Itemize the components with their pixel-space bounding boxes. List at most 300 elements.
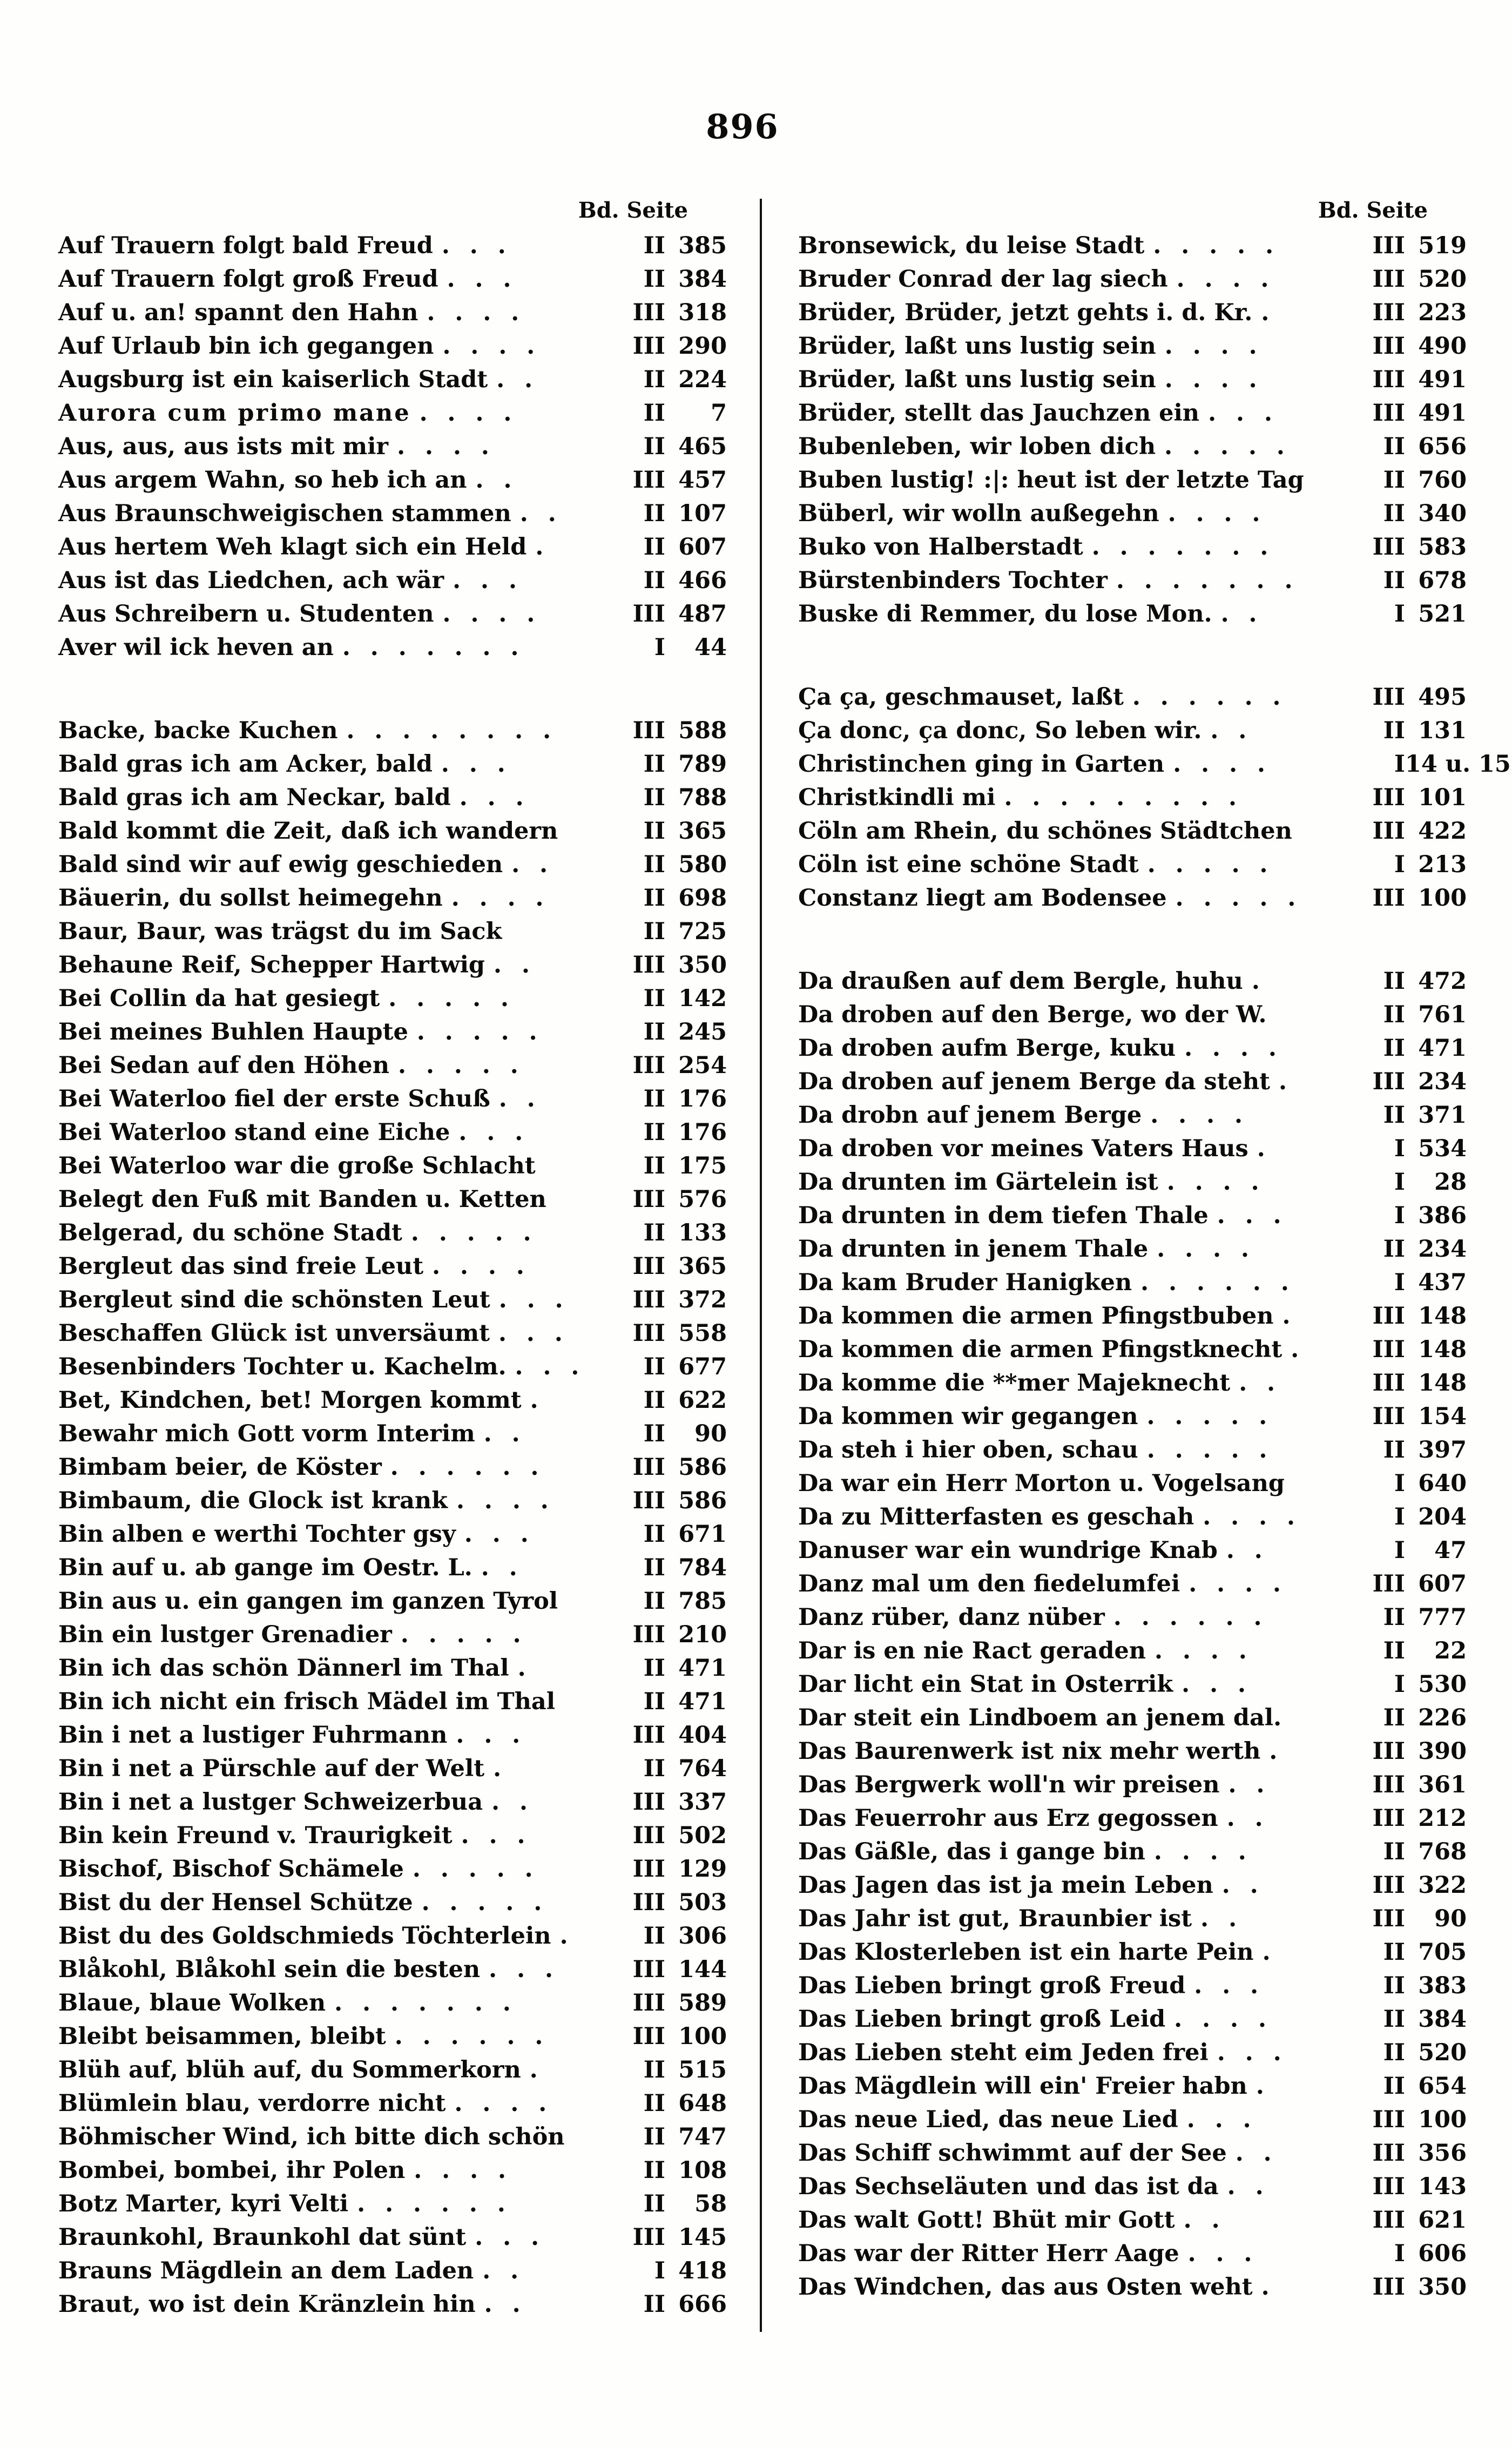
index-entry-row bbox=[798, 2103, 1467, 2136]
dot-leader: . . . . . . . . bbox=[346, 717, 551, 744]
dot-leader: . . . . bbox=[442, 601, 535, 628]
index-entry-row bbox=[798, 1567, 1467, 1601]
index-entry-row bbox=[798, 1869, 1467, 1902]
dot-leader: . . bbox=[481, 1554, 517, 1581]
volume-numeral: III bbox=[1372, 2274, 1405, 2301]
index-entry-row bbox=[798, 463, 1467, 497]
dot-leader: . . bbox=[1200, 1905, 1237, 1932]
volume-numeral: III bbox=[632, 1253, 665, 1280]
dot-leader: . . . . . . bbox=[1132, 684, 1281, 711]
page-ref: 515 bbox=[678, 2056, 727, 2083]
index-entry-row bbox=[798, 1266, 1467, 1299]
dot-leader: . . . . . . bbox=[1113, 1604, 1262, 1631]
row-spacer bbox=[1263, 1802, 1359, 1835]
page-ref: 254 bbox=[678, 1052, 727, 1079]
row-spacer bbox=[510, 915, 619, 948]
page-ref: 148 bbox=[1418, 1303, 1467, 1330]
index-entry-row bbox=[798, 1802, 1467, 1835]
index-entry-row bbox=[58, 1886, 727, 1919]
dot-leader bbox=[1285, 1467, 1293, 1500]
index-entry-row bbox=[798, 965, 1467, 998]
volume-numeral: II bbox=[643, 851, 665, 878]
dot-leader bbox=[1281, 1701, 1290, 1735]
row-spacer bbox=[566, 1584, 619, 1618]
dot-leader: . . bbox=[1210, 717, 1247, 744]
page-ref: 234 bbox=[1418, 1068, 1467, 1095]
row-spacer bbox=[1220, 2203, 1359, 2237]
dot-leader: . . bbox=[1221, 1872, 1258, 1899]
index-entry-row bbox=[58, 1384, 727, 1417]
page-ref: 148 bbox=[1418, 1336, 1467, 1363]
row-spacer bbox=[1268, 262, 1359, 296]
dot-leader: . . bbox=[484, 2291, 521, 2318]
song-title: Bei meines Buhlen Haupte bbox=[58, 1019, 408, 1046]
song-title: Bewahr mich Gott vorm Interim bbox=[58, 1420, 475, 1447]
row-spacer bbox=[505, 2187, 619, 2221]
row-spacer bbox=[1237, 1902, 1359, 1936]
index-entry-row bbox=[58, 1785, 727, 1819]
dot-leader: . . bbox=[1183, 2207, 1220, 2234]
song-title: Da kommen wir gegangen bbox=[798, 1403, 1138, 1430]
dot-leader: . . . . . bbox=[1153, 232, 1274, 259]
page-ref: 583 bbox=[1418, 534, 1467, 561]
dot-leader: . . . . bbox=[1166, 1169, 1259, 1196]
row-spacer bbox=[544, 1149, 619, 1183]
song-title: Da war ein Herr Morton u. Vogelsang bbox=[798, 1470, 1285, 1497]
song-title: Bin alben e werthi Tochter gsy bbox=[58, 1521, 456, 1548]
page-ref: 521 bbox=[1418, 601, 1467, 628]
page-ref: 100 bbox=[1418, 885, 1467, 912]
row-spacer bbox=[521, 1618, 619, 1651]
index-entry-row bbox=[58, 497, 727, 530]
page-ref: 534 bbox=[1418, 1135, 1467, 1162]
dot-leader: . . bbox=[1228, 1771, 1265, 1798]
dot-leader: . . . . . bbox=[1175, 885, 1296, 912]
song-title: Da draußen auf dem Bergle, huhu bbox=[798, 968, 1243, 995]
row-spacer bbox=[555, 1183, 619, 1216]
volume-numeral: I bbox=[654, 2257, 665, 2284]
index-entry-row bbox=[58, 1551, 727, 1584]
song-title: Bei Waterloo war die große Schlacht bbox=[58, 1152, 536, 1179]
dot-leader bbox=[1292, 814, 1301, 848]
volume-numeral: III bbox=[632, 1186, 665, 1213]
dot-leader: . . bbox=[491, 1789, 528, 1816]
song-title: Da steh i hier oben, schau bbox=[798, 1437, 1138, 1464]
song-title: Da zu Mitterfasten es geschah bbox=[798, 1503, 1194, 1530]
row-spacer bbox=[543, 2020, 619, 2053]
index-entry-row bbox=[58, 1183, 727, 1216]
dot-leader: . . . . bbox=[432, 1253, 524, 1280]
index-entry-row bbox=[798, 363, 1467, 396]
song-title: Da drobn auf jenem Berge bbox=[798, 1102, 1142, 1129]
dot-leader: . . . bbox=[447, 266, 511, 293]
dot-leader: . bbox=[1278, 1068, 1287, 1095]
row-spacer bbox=[564, 1685, 619, 1718]
dot-leader: . . bbox=[475, 467, 512, 494]
index-entry-row bbox=[58, 597, 727, 631]
row-spacer bbox=[528, 1785, 619, 1819]
page-ref: 226 bbox=[1418, 1704, 1467, 1731]
song-title: Bei Waterloo stand eine Eiche bbox=[58, 1119, 450, 1146]
index-entry-row bbox=[798, 597, 1467, 631]
volume-numeral: III bbox=[632, 1889, 665, 1916]
row-spacer bbox=[489, 430, 619, 463]
song-title: Brüder, Brüder, jetzt gehts i. d. Kr. bbox=[798, 299, 1253, 326]
index-entry-row bbox=[58, 396, 727, 430]
index-entry-row bbox=[58, 747, 727, 781]
index-entry-row bbox=[58, 1149, 727, 1183]
index-entry-row bbox=[798, 1400, 1467, 1433]
volume-numeral: I bbox=[1394, 601, 1405, 628]
row-spacer bbox=[1269, 296, 1359, 329]
volume-numeral: III bbox=[1372, 1805, 1405, 1832]
index-group bbox=[58, 714, 727, 2321]
row-spacer bbox=[509, 982, 619, 1015]
page-ref: 764 bbox=[678, 1755, 727, 1782]
index-entry-row bbox=[798, 530, 1467, 564]
index-entry-row bbox=[798, 497, 1467, 530]
dot-leader: . . . . . bbox=[1164, 433, 1285, 460]
song-title: Das Baurenwerk ist nix mehr werth bbox=[798, 1738, 1261, 1765]
song-title: Bist du der Hensel Schütze bbox=[58, 1889, 413, 1916]
row-spacer bbox=[1251, 2103, 1359, 2136]
row-spacer bbox=[517, 564, 619, 597]
volume-numeral: III bbox=[632, 1789, 665, 1816]
song-title: Bin i net a Pürschle auf der Welt bbox=[58, 1755, 485, 1782]
song-title: Bin kein Freund v. Traurigkeit bbox=[58, 1822, 453, 1849]
song-title: Bergleut sind die schönsten Leut bbox=[58, 1286, 490, 1313]
page-ref: 471 bbox=[1418, 1035, 1467, 1062]
page-ref: 350 bbox=[678, 952, 727, 979]
volume-numeral: I bbox=[1394, 1269, 1405, 1296]
row-spacer bbox=[1252, 2237, 1359, 2270]
index-entry-row bbox=[58, 881, 727, 915]
page-ref: 144 bbox=[678, 1956, 727, 1983]
page-ref: 677 bbox=[678, 1353, 727, 1380]
index-entry-row bbox=[798, 1165, 1467, 1199]
row-spacer bbox=[1265, 747, 1359, 781]
bd-seite-header-left: Bd. Seite bbox=[578, 198, 688, 223]
volume-numeral: II bbox=[1383, 1437, 1405, 1464]
row-spacer bbox=[539, 2221, 619, 2254]
page-ref: 788 bbox=[678, 784, 727, 811]
song-title: Das Windchen, das aus Osten weht bbox=[798, 2274, 1253, 2301]
song-title: Aus Braunschweigischen stammen bbox=[58, 500, 511, 527]
page-ref: 390 bbox=[1418, 1738, 1467, 1765]
dot-leader: . bbox=[1262, 1939, 1271, 1966]
volume-numeral: II bbox=[643, 1219, 665, 1246]
song-title: Da kommen die armen Pfingstbuben bbox=[798, 1303, 1274, 1330]
row-spacer bbox=[1281, 680, 1359, 714]
dot-leader: . . . . bbox=[1164, 333, 1257, 360]
column-divider-rule bbox=[760, 199, 762, 2332]
page-ref: 761 bbox=[1418, 1001, 1467, 1028]
page-ref: 576 bbox=[678, 1186, 727, 1213]
index-entry-row bbox=[58, 1484, 727, 1518]
index-entry-row bbox=[798, 2069, 1467, 2103]
dot-leader: . . . bbox=[498, 1286, 563, 1313]
dot-leader: . . . bbox=[498, 1320, 563, 1347]
dot-leader: . . . bbox=[1194, 1972, 1259, 1999]
song-title: Constanz liegt am Bodensee bbox=[798, 885, 1167, 912]
row-spacer bbox=[1267, 1433, 1359, 1467]
volume-numeral: II bbox=[1383, 1939, 1405, 1966]
page-ref: 589 bbox=[678, 1990, 727, 2017]
page-ref: 457 bbox=[678, 467, 727, 494]
song-title: Bin ich nicht ein frisch Mädel im Thal bbox=[58, 1688, 556, 1715]
song-title: Braunkohl, Braunkohl dat sünt bbox=[58, 2224, 467, 2251]
row-spacer bbox=[535, 329, 619, 363]
volume-numeral: III bbox=[632, 1956, 665, 1983]
song-title: Bronsewick, du leise Stadt bbox=[798, 232, 1145, 259]
index-entry-row bbox=[798, 1031, 1467, 1065]
song-title: Danz mal um den fiedelumfei bbox=[798, 1570, 1180, 1597]
index-entry-row bbox=[58, 781, 727, 814]
dot-leader bbox=[565, 2120, 573, 2154]
page-ref: 44 bbox=[694, 634, 727, 661]
index-entry-row bbox=[58, 229, 727, 262]
volume-numeral: II bbox=[643, 1755, 665, 1782]
volume-numeral: III bbox=[1372, 534, 1405, 561]
song-title: Aver wil ick heven an bbox=[58, 634, 334, 661]
song-title: Da kam Bruder Hanigken bbox=[798, 1269, 1132, 1296]
index-entry-row bbox=[58, 1116, 727, 1149]
index-entry-row bbox=[58, 1618, 727, 1651]
page-ref: 108 bbox=[678, 2157, 727, 2184]
row-spacer bbox=[543, 881, 619, 915]
volume-numeral: III bbox=[632, 1052, 665, 1079]
row-spacer bbox=[553, 1953, 619, 1986]
row-spacer bbox=[1293, 564, 1359, 597]
row-spacer bbox=[1263, 1534, 1359, 1567]
song-title: Das Lieben steht eim Jeden frei bbox=[798, 2039, 1209, 2066]
page-ref: 133 bbox=[678, 1219, 727, 1246]
dot-leader: . . . bbox=[453, 567, 517, 594]
index-entry-row bbox=[798, 1634, 1467, 1668]
page-ref: 654 bbox=[1418, 2073, 1467, 2100]
row-spacer bbox=[1290, 1701, 1359, 1735]
page-ref: 404 bbox=[678, 1722, 727, 1749]
volume-numeral: I bbox=[1394, 1135, 1405, 1162]
volume-numeral: III bbox=[1372, 266, 1405, 293]
page-ref: 471 bbox=[678, 1688, 727, 1715]
dot-leader: . . . . . bbox=[416, 1019, 537, 1046]
volume-numeral: II bbox=[1383, 1001, 1405, 1028]
song-title: Da drunten in jenem Thale bbox=[798, 1236, 1149, 1263]
page-ref: 101 bbox=[1418, 784, 1467, 811]
row-spacer bbox=[517, 1551, 619, 1584]
dot-leader: . . . . . . bbox=[390, 1454, 539, 1481]
row-spacer bbox=[563, 1283, 619, 1317]
index-entry-row bbox=[58, 1819, 727, 1852]
row-spacer bbox=[563, 1317, 619, 1350]
row-spacer bbox=[1262, 1601, 1359, 1634]
row-spacer bbox=[538, 1451, 619, 1484]
song-title: Cöln am Rhein, du schönes Städtchen bbox=[798, 818, 1292, 845]
song-title: Brauns Mägdlein an dem Laden bbox=[58, 2257, 474, 2284]
dot-leader: . bbox=[1257, 1135, 1265, 1162]
page-ref: 365 bbox=[678, 1253, 727, 1280]
row-spacer bbox=[1267, 1400, 1359, 1433]
row-spacer bbox=[520, 1417, 619, 1451]
song-title: Bin auf u. ab gange im Oestr. L. bbox=[58, 1554, 473, 1581]
volume-numeral: I bbox=[1394, 1537, 1405, 1564]
volume-numeral: II bbox=[643, 232, 665, 259]
dot-leader: . . . . . bbox=[400, 1621, 521, 1648]
index-entry-row bbox=[798, 848, 1467, 881]
volume-numeral: II bbox=[643, 1554, 665, 1581]
volume-numeral: II bbox=[1383, 1035, 1405, 1062]
dot-leader: . . . bbox=[1217, 1202, 1281, 1229]
bd-seite-header-right: Bd. Seite bbox=[1318, 198, 1428, 223]
page-ref: 384 bbox=[1418, 2006, 1467, 2033]
volume-numeral: III bbox=[632, 1822, 665, 1849]
dot-leader: . . . . bbox=[1155, 1637, 1247, 1664]
row-spacer bbox=[1295, 1500, 1359, 1534]
song-title: Bäuerin, du sollst heimegehn bbox=[58, 885, 443, 912]
row-spacer bbox=[542, 1886, 619, 1919]
page-ref: 210 bbox=[678, 1621, 727, 1648]
volume-numeral: II bbox=[643, 751, 665, 778]
index-entry-row bbox=[798, 2036, 1467, 2069]
index-entry-row bbox=[798, 296, 1467, 329]
page-ref: 28 bbox=[1434, 1169, 1467, 1196]
page-ref: 90 bbox=[694, 1420, 727, 1447]
song-title: Böhmischer Wind, ich bitte dich schön bbox=[58, 2123, 565, 2150]
dot-leader: . . . . . bbox=[410, 1219, 531, 1246]
row-spacer bbox=[1313, 463, 1359, 497]
index-entry-row bbox=[798, 1534, 1467, 1567]
index-entry-row bbox=[58, 363, 727, 396]
page-ref: 322 bbox=[1418, 1872, 1467, 1899]
row-spacer bbox=[518, 631, 619, 664]
page-ref: 678 bbox=[1418, 567, 1467, 594]
index-entry-row bbox=[58, 2187, 727, 2221]
volume-numeral: III bbox=[1372, 1336, 1405, 1363]
index-entry-row bbox=[798, 1467, 1467, 1500]
index-entry-row bbox=[58, 463, 727, 497]
volume-numeral: II bbox=[1383, 1102, 1405, 1129]
page-ref: 466 bbox=[678, 567, 727, 594]
index-entry-row bbox=[58, 1250, 727, 1283]
volume-numeral: II bbox=[643, 1420, 665, 1447]
page-ref: 607 bbox=[678, 534, 727, 561]
page-ref: 606 bbox=[1418, 2240, 1467, 2267]
dot-leader: . bbox=[1269, 1738, 1278, 1765]
song-title: Aus ist das Liedchen, ach wär bbox=[58, 567, 444, 594]
song-title: Bei Sedan auf den Höhen bbox=[58, 1052, 390, 1079]
row-spacer bbox=[1247, 1634, 1359, 1668]
page-ref: 212 bbox=[1418, 1805, 1467, 1832]
dot-leader: . . . . . bbox=[412, 1856, 533, 1883]
page-ref: 586 bbox=[678, 1454, 727, 1481]
song-title: Auf Trauern folgt groß Freud bbox=[58, 266, 438, 293]
volume-numeral: III bbox=[1372, 1905, 1405, 1932]
page-ref: 129 bbox=[678, 1856, 727, 1883]
row-spacer bbox=[551, 714, 619, 747]
song-title: Bleibt beisammen, bleibt bbox=[58, 2023, 386, 2050]
song-title: Backe, backe Kuchen bbox=[58, 717, 338, 744]
page-ref: 384 bbox=[678, 266, 727, 293]
dot-leader: . bbox=[517, 1655, 526, 1682]
volume-numeral: II bbox=[643, 885, 665, 912]
dot-leader: . . . . bbox=[1189, 1570, 1281, 1597]
index-entry-row bbox=[58, 1518, 727, 1551]
index-entry-row bbox=[798, 1433, 1467, 1467]
page-ref: 666 bbox=[678, 2291, 727, 2318]
dot-leader: . bbox=[493, 1755, 502, 1782]
volume-numeral: III bbox=[632, 1856, 665, 1883]
index-entry-row bbox=[58, 1216, 727, 1250]
volume-numeral: II bbox=[643, 1119, 665, 1146]
index-entry-row bbox=[798, 1701, 1467, 1735]
page-ref: 145 bbox=[678, 2224, 727, 2251]
index-group bbox=[798, 965, 1467, 2304]
song-title: Danuser war ein wundrige Knab bbox=[798, 1537, 1218, 1564]
song-title: Dar is en nie Ract geraden bbox=[798, 1637, 1146, 1664]
index-entry-row bbox=[58, 1685, 727, 1718]
song-title: Aus, aus, aus ists mit mir bbox=[58, 433, 389, 460]
index-entry-row bbox=[58, 530, 727, 564]
page-ref: 487 bbox=[678, 601, 727, 628]
song-title: Cöln ist eine schöne Stadt bbox=[798, 851, 1139, 878]
index-entry-row bbox=[58, 982, 727, 1015]
page-ref: 422 bbox=[1418, 818, 1467, 845]
volume-numeral: III bbox=[632, 952, 665, 979]
dot-leader: . . . . bbox=[451, 885, 544, 912]
row-spacer bbox=[525, 1819, 619, 1852]
page-ref: 7 bbox=[711, 400, 727, 427]
dot-leader: . . . bbox=[1217, 2039, 1281, 2066]
page-ref: 789 bbox=[678, 751, 727, 778]
song-title: Das neue Lied, das neue Lied bbox=[798, 2106, 1178, 2133]
page-ref: 725 bbox=[678, 918, 727, 945]
index-entry-row bbox=[58, 296, 727, 329]
page-ref: 175 bbox=[678, 1152, 727, 1179]
volume-numeral: III bbox=[632, 1990, 665, 2017]
volume-numeral: II bbox=[1383, 2073, 1405, 2100]
volume-numeral: II bbox=[1383, 1704, 1405, 1731]
page-ref: 204 bbox=[1418, 1503, 1467, 1530]
index-entry-row bbox=[798, 714, 1467, 747]
row-spacer bbox=[1257, 363, 1359, 396]
row-spacer bbox=[1260, 497, 1359, 530]
volume-numeral: II bbox=[643, 1085, 665, 1112]
dot-leader bbox=[1304, 463, 1313, 497]
row-spacer bbox=[1257, 329, 1359, 363]
index-entry-row bbox=[58, 1651, 727, 1685]
row-spacer bbox=[1293, 1467, 1359, 1500]
page-ref: 503 bbox=[678, 1889, 727, 1916]
page-ref: 520 bbox=[1418, 2039, 1467, 2066]
volume-numeral: II bbox=[643, 266, 665, 293]
song-title: Bimbaum, die Glock ist krank bbox=[58, 1487, 448, 1514]
volume-numeral: I bbox=[1394, 1503, 1405, 1530]
song-title: Bergleut das sind freie Leut bbox=[58, 1253, 424, 1280]
row-spacer bbox=[556, 497, 619, 530]
song-title: Bin i net a lustiger Fuhrmann bbox=[58, 1722, 448, 1749]
song-title: Da droben auf den Berge, wo der W. bbox=[798, 1001, 1267, 1028]
volume-numeral: II bbox=[1383, 1972, 1405, 1999]
page-ref: 621 bbox=[1418, 2207, 1467, 2234]
row-spacer bbox=[579, 1350, 619, 1384]
dot-leader: . . . . bbox=[1164, 366, 1257, 393]
song-title: Bin ein lustger Grenadier bbox=[58, 1621, 392, 1648]
dot-leader: . bbox=[1261, 2274, 1270, 2301]
page-ref: 385 bbox=[678, 232, 727, 259]
dot-leader: . . . . bbox=[1184, 1035, 1277, 1062]
row-spacer bbox=[1277, 1735, 1359, 1768]
